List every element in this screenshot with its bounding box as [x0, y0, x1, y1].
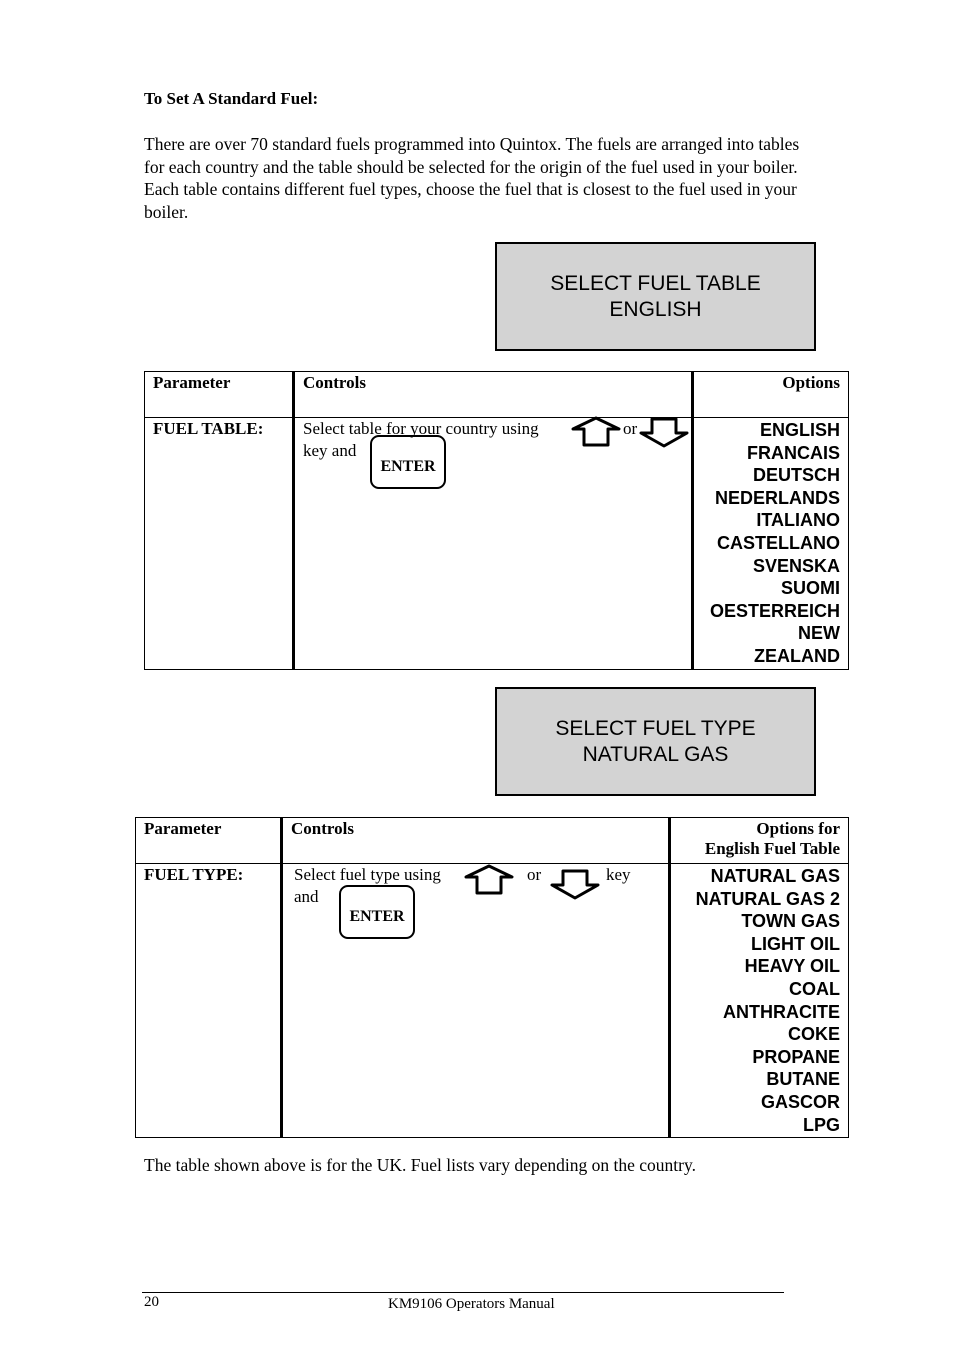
options-list — [693, 418, 849, 670]
option-item: HEAVY OIL — [744, 956, 840, 977]
fuel-type-parameters — [135, 817, 849, 1138]
controls-text: Select table for your country using — [303, 419, 539, 438]
option-item: COAL — [789, 978, 840, 999]
section-heading: To Set A Standard Fuel: — [144, 89, 319, 108]
display-line-2: NATURAL GAS — [582, 742, 729, 766]
footer-rule — [142, 1292, 784, 1293]
controls-cell — [282, 864, 670, 1138]
down-arrow-key-icon — [550, 868, 600, 905]
option-item: NATURAL GAS — [710, 866, 840, 886]
key-and-text: key and — [303, 441, 357, 460]
manual-title: KM9106 Operators Manual — [388, 1296, 555, 1312]
controls-cell — [294, 418, 693, 670]
up-arrow-key-icon — [464, 864, 514, 901]
display-line-1: SELECT FUEL TYPE — [555, 716, 756, 740]
fuel-table-parameters — [144, 371, 849, 670]
option-item: SVENSKA — [752, 555, 840, 576]
enter-key-label: ENTER — [380, 458, 436, 475]
closing-note: The table shown above is for the UK. Fuel lists vary depending on the country. — [144, 1155, 696, 1175]
option-item: OESTERREICH — [709, 600, 840, 621]
controls-text: Select fuel type using — [294, 865, 441, 884]
display-line-1: SELECT FUEL TABLE — [550, 271, 761, 295]
enter-key-icon — [370, 435, 446, 489]
option-item: NEW — [798, 623, 840, 644]
option-item: CASTELLANO — [717, 532, 840, 553]
enter-key-label: ENTER — [349, 908, 405, 925]
header-options-line-1: Options for — [756, 819, 840, 838]
header-options-line-2: English Fuel Table — [704, 839, 840, 858]
option-item: LIGHT OIL — [751, 933, 840, 954]
parameter-fuel-table: FUEL TABLE: — [145, 418, 294, 670]
key-text: key — [606, 865, 631, 884]
or-text: or — [623, 419, 638, 438]
intro-paragraph: There are over 70 standard fuels programmed into Quintox. The fuels are arranged into tables for each country and the table should be selected for the origin of the fuel used in your boiler. Each table contains different fuel types, choose the fuel that is closest to the fuel used in your boiler. — [144, 134, 800, 222]
or-text: or — [527, 865, 542, 884]
option-item: GASCOR — [760, 1091, 840, 1112]
option-item: TOWN GAS — [741, 911, 840, 932]
option-item: FRANCAIS — [747, 442, 840, 463]
header-options: Options — [693, 372, 849, 418]
header-controls: Controls — [294, 372, 693, 418]
down-arrow-key-icon — [639, 416, 689, 453]
option-item: DEUTSCH — [752, 465, 840, 486]
fuel-type-display — [495, 687, 816, 796]
and-text: and — [294, 887, 319, 906]
up-arrow-key-icon — [571, 416, 621, 453]
option-item: NATURAL GAS 2 — [695, 888, 840, 909]
header-parameter: Parameter — [145, 372, 294, 418]
option-item: PROPANE — [752, 1046, 840, 1067]
option-item: NEDERLANDS — [714, 487, 840, 508]
header-parameter: Parameter — [136, 818, 282, 864]
option-item: ENGLISH — [759, 420, 840, 440]
option-item: ANTHRACITE — [723, 1001, 840, 1022]
fuel-table-display — [495, 242, 816, 351]
options-list — [670, 864, 849, 1138]
option-item: SUOMI — [780, 578, 840, 599]
display-line-2: ENGLISH — [609, 297, 702, 321]
option-item: ITALIANO — [756, 510, 840, 531]
parameter-fuel-type: FUEL TYPE: — [136, 864, 282, 1138]
page-number: 20 — [144, 1294, 159, 1310]
header-controls: Controls — [282, 818, 670, 864]
option-item: ZEALAND — [754, 645, 840, 666]
option-item: COKE — [787, 1024, 840, 1045]
enter-key-icon — [339, 885, 415, 939]
option-item: LPG — [802, 1114, 840, 1135]
header-options — [670, 818, 849, 864]
option-item: BUTANE — [766, 1069, 840, 1090]
